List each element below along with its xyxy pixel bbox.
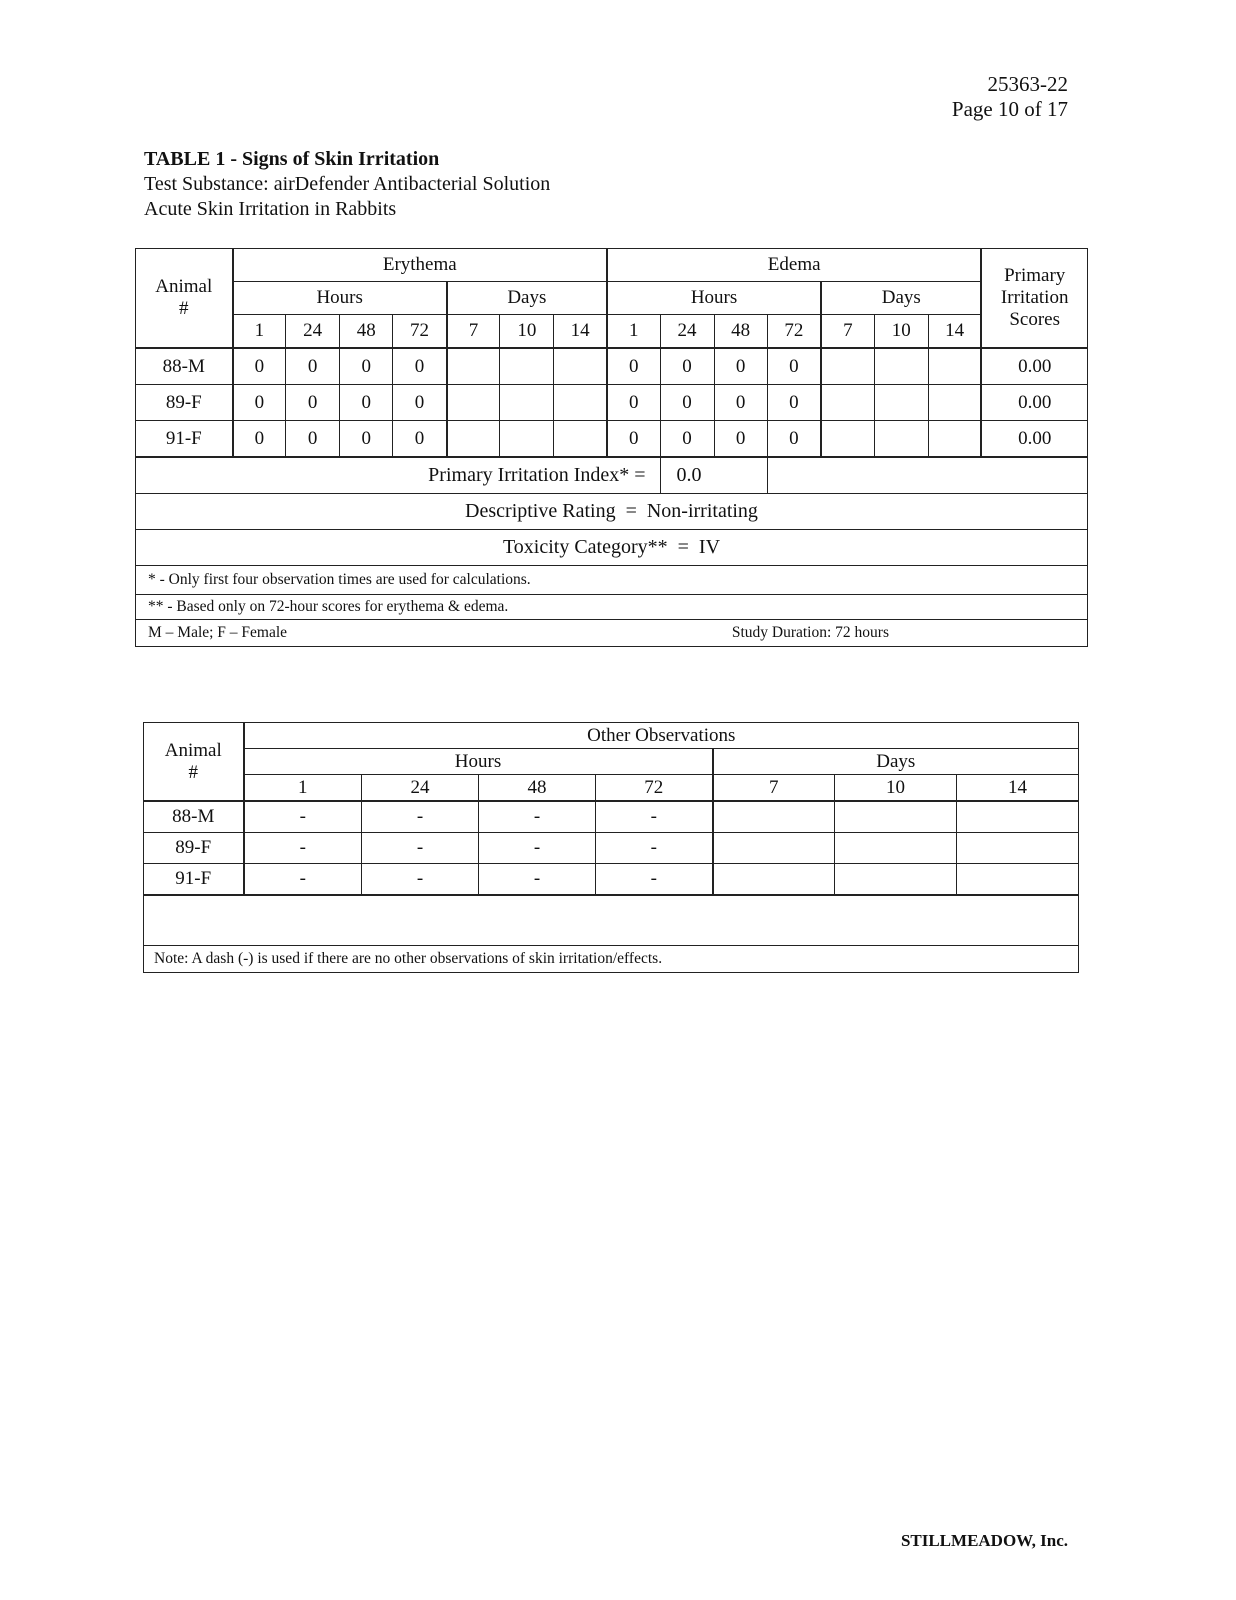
edema-score — [928, 348, 981, 385]
erythema-score — [554, 348, 607, 385]
days-header: Days — [713, 749, 1079, 775]
time-col: 72 — [393, 315, 447, 349]
animal-id: 88-M — [144, 801, 244, 833]
observation — [835, 864, 957, 896]
time-col: 1 — [607, 315, 660, 349]
edema-score — [821, 385, 874, 421]
edema-score: 0 — [660, 421, 714, 458]
note-row — [136, 566, 1088, 595]
edema-score: 0 — [660, 385, 714, 421]
edema-score — [874, 348, 928, 385]
observation — [957, 864, 1079, 896]
primary-irritation-score: 0.00 — [981, 385, 1087, 421]
erythema-days-header: Days — [447, 282, 607, 315]
time-col: 10 — [874, 315, 928, 349]
observation: - — [362, 801, 479, 833]
observation: - — [244, 864, 362, 896]
erythema-score: 0 — [340, 421, 393, 458]
erythema-score: 0 — [393, 421, 447, 458]
descriptive-rating-row — [136, 494, 1088, 530]
erythema-score: 0 — [233, 421, 286, 458]
animal-id: 91-F — [136, 421, 233, 458]
time-col: 14 — [957, 775, 1079, 802]
time-col: 7 — [447, 315, 500, 349]
table1-title: TABLE 1 - Signs of Skin Irritation — [144, 148, 440, 170]
edema-score: 0 — [767, 385, 821, 421]
erythema-score: 0 — [286, 348, 340, 385]
observation: - — [596, 864, 713, 896]
note-row — [144, 946, 1079, 973]
primary-irritation-score: 0.00 — [981, 421, 1087, 458]
edema-score: 0 — [660, 348, 714, 385]
table-row — [136, 385, 1088, 421]
time-col: 10 — [500, 315, 554, 349]
primary-irritation-index-label: Primary Irritation Index* = — [136, 457, 661, 494]
observation: - — [596, 833, 713, 864]
table-row — [144, 864, 1079, 896]
time-col: 48 — [340, 315, 393, 349]
edema-score — [821, 421, 874, 458]
erythema-score — [554, 385, 607, 421]
primary-irritation-index-blank — [767, 457, 1087, 494]
edema-score — [821, 348, 874, 385]
animal-header: Animal # — [144, 723, 244, 802]
edema-score — [874, 385, 928, 421]
table-row — [136, 348, 1088, 385]
primary-irritation-scores-header: Primary Irritation Scores — [981, 249, 1087, 349]
observation: - — [362, 833, 479, 864]
observation — [835, 833, 957, 864]
observation — [835, 801, 957, 833]
time-col: 72 — [767, 315, 821, 349]
time-col: 1 — [244, 775, 362, 802]
table-row — [144, 801, 1079, 833]
erythema-score — [500, 421, 554, 458]
animal-header: Animal # — [136, 249, 233, 349]
edema-score — [928, 421, 981, 458]
erythema-score — [447, 385, 500, 421]
erythema-hours-header: Hours — [233, 282, 447, 315]
edema-score: 0 — [607, 385, 660, 421]
edema-score: 0 — [714, 385, 767, 421]
erythema-score — [447, 348, 500, 385]
time-col: 72 — [596, 775, 713, 802]
edema-score: 0 — [607, 421, 660, 458]
edema-hours-header: Hours — [607, 282, 821, 315]
page-number: Page 10 of 17 — [951, 97, 1068, 121]
erythema-score — [500, 348, 554, 385]
skin-irritation-table — [135, 248, 1088, 647]
time-col: 7 — [713, 775, 835, 802]
blank-row — [144, 895, 1079, 946]
erythema-score: 0 — [340, 348, 393, 385]
note-row — [136, 620, 1088, 647]
edema-header: Edema — [607, 249, 981, 282]
observation — [957, 801, 1079, 833]
observation — [957, 833, 1079, 864]
edema-score: 0 — [767, 421, 821, 458]
erythema-score — [447, 421, 500, 458]
calculation-note: * - Only first four observation times are used for calculations. — [136, 566, 1088, 595]
company-name: STILLMEADOW, Inc. — [900, 1531, 1068, 1550]
time-col: 24 — [286, 315, 340, 349]
erythema-score: 0 — [233, 348, 286, 385]
edema-score: 0 — [767, 348, 821, 385]
table-row — [136, 421, 1088, 458]
dash-note: Note: A dash (-) is used if there are no other observations of skin irritation/effects. — [144, 946, 1079, 973]
observation: - — [479, 801, 596, 833]
table-row — [144, 833, 1079, 864]
time-col: 24 — [660, 315, 714, 349]
erythema-header: Erythema — [233, 249, 607, 282]
observation: - — [479, 864, 596, 896]
animal-id: 91-F — [144, 864, 244, 896]
observation: - — [479, 833, 596, 864]
erythema-score: 0 — [340, 385, 393, 421]
observation: - — [244, 833, 362, 864]
time-col: 7 — [821, 315, 874, 349]
erythema-score — [500, 385, 554, 421]
descriptive-rating: Descriptive Rating = Non-irritating — [136, 494, 1088, 530]
test-substance: Test Substance: airDefender Antibacterial Solution — [144, 173, 551, 195]
observation: - — [362, 864, 479, 896]
time-col: 48 — [479, 775, 596, 802]
edema-score: 0 — [607, 348, 660, 385]
time-col: 14 — [554, 315, 607, 349]
edema-score — [928, 385, 981, 421]
other-observations-table — [143, 722, 1079, 973]
observation: - — [596, 801, 713, 833]
hours-header: Hours — [244, 749, 713, 775]
time-col: 24 — [362, 775, 479, 802]
erythema-score: 0 — [393, 348, 447, 385]
observation — [713, 833, 835, 864]
document-number: 25363-22 — [987, 72, 1068, 96]
time-col: 48 — [714, 315, 767, 349]
edema-days-header: Days — [821, 282, 981, 315]
primary-irritation-index-value: 0.0 — [660, 457, 767, 494]
edema-score: 0 — [714, 421, 767, 458]
erythema-score: 0 — [393, 385, 447, 421]
animal-id: 89-F — [136, 385, 233, 421]
primary-irritation-index-row — [136, 457, 1088, 494]
observation — [713, 864, 835, 896]
observation: - — [244, 801, 362, 833]
sex-legend: M – Male; F – Female — [148, 624, 288, 641]
edema-score — [874, 421, 928, 458]
time-col: 10 — [835, 775, 957, 802]
observation — [713, 801, 835, 833]
study-name: Acute Skin Irritation in Rabbits — [144, 198, 397, 220]
study-duration: Study Duration: 72 hours — [731, 624, 889, 641]
toxicity-basis-note: ** - Based only on 72-hour scores for erythema & edema. — [136, 595, 1088, 620]
time-col: 14 — [928, 315, 981, 349]
toxicity-category-row — [136, 530, 1088, 566]
time-col: 1 — [233, 315, 286, 349]
erythema-score — [554, 421, 607, 458]
note-row — [136, 595, 1088, 620]
erythema-score: 0 — [286, 385, 340, 421]
primary-irritation-score: 0.00 — [981, 348, 1087, 385]
other-observations-header: Other Observations — [244, 723, 1079, 749]
edema-score: 0 — [714, 348, 767, 385]
table1-heading — [144, 147, 550, 222]
animal-id: 89-F — [144, 833, 244, 864]
erythema-score: 0 — [286, 421, 340, 458]
animal-id: 88-M — [136, 348, 233, 385]
page-header — [952, 72, 1068, 122]
toxicity-category: Toxicity Category** = IV — [136, 530, 1088, 566]
erythema-score: 0 — [233, 385, 286, 421]
